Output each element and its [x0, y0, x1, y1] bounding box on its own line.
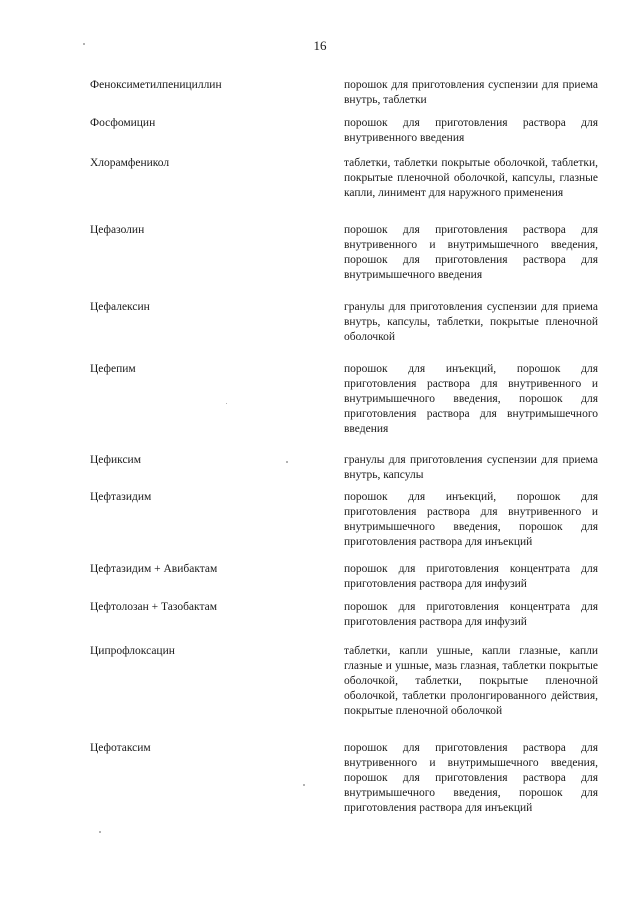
- dosage-forms: порошок для приготовления концентрата для приготовления раствора для инфузий: [344, 563, 598, 590]
- dosage-forms: таблетки, таблетки покрытые оболочкой, таблетки, покрытые пленочной оболочкой, капсулы, глазные капли, линимент для наружного применения: [344, 157, 598, 199]
- dosage-forms: порошок для приготовления концентрата для приготовления раствора для инфузий: [344, 601, 598, 628]
- drug-name: Фосфомицин: [90, 117, 156, 129]
- drug-name: Цефтолозан + Тазобактам: [90, 601, 218, 613]
- dosage-forms: гранулы для приготовления суспензии для приема внутрь, капсулы, таблетки, покрытые пленочной оболочкой: [344, 301, 598, 343]
- drug-name: Ципрофлоксацин: [90, 645, 175, 657]
- dosage-forms: таблетки, капли ушные, капли глазные, капли глазные и ушные, мазь глазная, таблетки покрытые оболочкой, таблетки, покрытые пленочной оболочкой, таблетки пролонгированного действия, покрытые пленочной оболочкой: [344, 645, 598, 717]
- dosage-forms: гранулы для приготовления суспензии для приема внутрь, капсулы: [344, 454, 598, 481]
- dosage-forms: порошок для приготовления суспензии для приема внутрь, таблетки: [344, 79, 598, 106]
- drug-name: Цефотаксим: [90, 742, 151, 754]
- drug-name: Цефепим: [90, 363, 136, 375]
- drug-name: Цефазолин: [90, 224, 145, 236]
- page-number: 16: [313, 38, 327, 53]
- drug-name: Феноксиметилпенициллин: [90, 79, 222, 91]
- scan-speck: [83, 43, 85, 45]
- scan-speck: [226, 403, 227, 404]
- scan-speck: [303, 784, 305, 786]
- dosage-forms: порошок для приготовления раствора для внутривенного и внутримышечного введения, порошок для приготовления раствора для внутримышечного введения: [344, 224, 598, 281]
- drug-name: Хлорамфеникол: [90, 157, 170, 169]
- scan-speck: [286, 461, 288, 463]
- dosage-forms: порошок для приготовления раствора для внутривенного введения: [344, 117, 598, 144]
- drug-name: Цефтазидим: [90, 491, 152, 503]
- dosage-forms: порошок для приготовления раствора для внутривенного и внутримышечного введения, порошок для приготовления раствора для внутримышечного введения, порошок для приготовления раствора для инъекций: [344, 742, 598, 814]
- drug-name: Цефтазидим + Авибактам: [90, 563, 218, 575]
- drug-name: Цефалексин: [90, 301, 150, 313]
- dosage-forms: порошок для инъекций, порошок для приготовления раствора для внутривенного и внутримышечного введения, порошок для приготовления раствора для инъекций: [344, 491, 598, 548]
- scan-speck: [99, 831, 101, 833]
- dosage-forms: порошок для инъекций, порошок для приготовления раствора для внутривенного и внутримышечного введения, порошок для приготовления раствора для внутримышечного введения: [344, 363, 598, 435]
- drug-name: Цефиксим: [90, 454, 141, 466]
